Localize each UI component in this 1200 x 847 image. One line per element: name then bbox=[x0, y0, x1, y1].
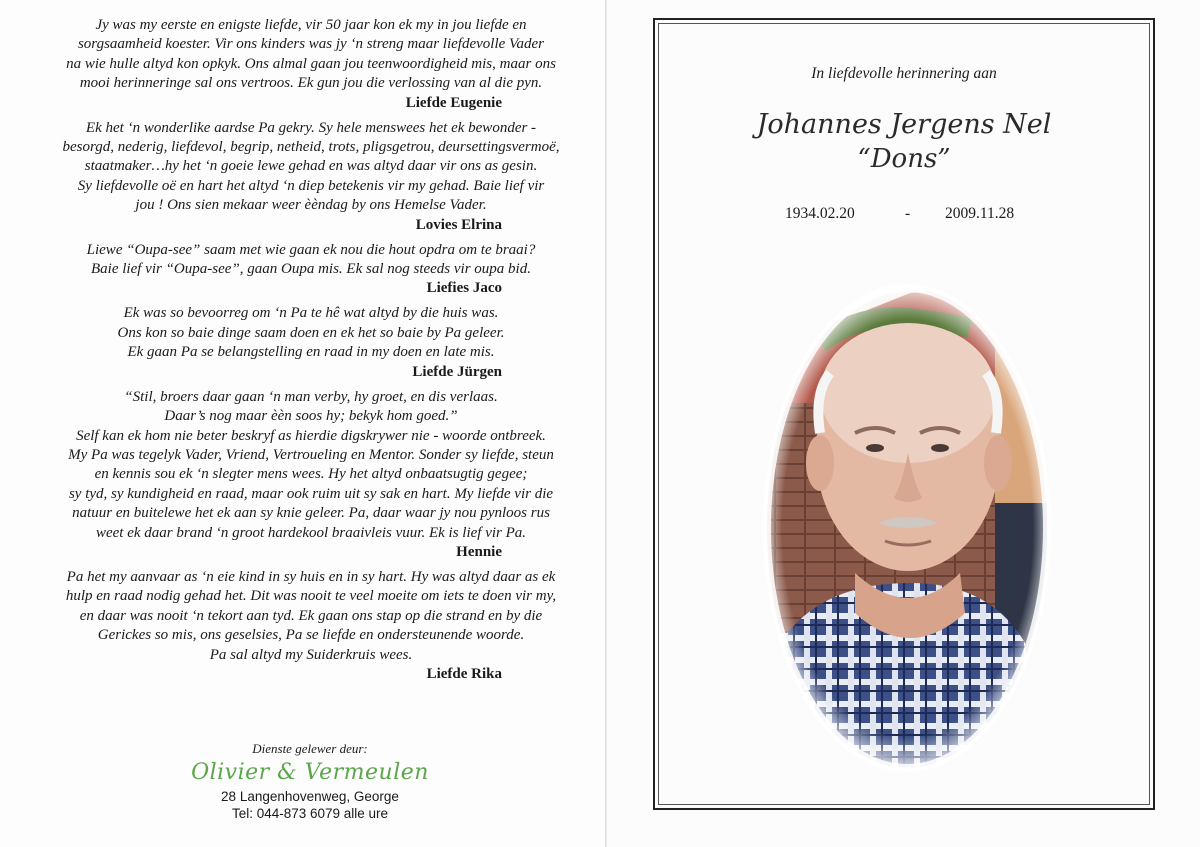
tribute-line: na wie hulle altyd kon opkyk. Ons almal gaan jou teenwoordigheid mis, maar ons bbox=[66, 55, 556, 72]
tribute-line: Ek het ‘n wonderlike aardse Pa gekry. Sy hele menswees het ek bewonder - bbox=[85, 119, 537, 136]
tribute-signature: Liefde Eugenie bbox=[405, 94, 502, 111]
tribute-block bbox=[22, 119, 600, 235]
tribute-line: Baie lief vir “Oupa-see”, gaan Oupa mis. Ek sal nog steeds vir oupa bid. bbox=[91, 261, 531, 278]
tribute-line: natuur en buitelewe het ek aan sy knie geleer. Pa, daar waar jy nou pynloos rus bbox=[72, 505, 550, 522]
cover-frame bbox=[653, 18, 1155, 810]
services-block bbox=[150, 740, 470, 822]
tribute-line: besorgd, nederig, liefdevol, begrip, netheid, trots, pligsgetrou, deursettingsvermoë, bbox=[62, 139, 560, 156]
company-address: 28 Langenhovenweg, George bbox=[221, 789, 399, 804]
tributes bbox=[22, 16, 600, 690]
tribute-line: Ek gaan Pa se belangstelling en raad in my doen en late mis. bbox=[127, 344, 495, 361]
intro-text: In liefdevolle herinnering aan bbox=[811, 65, 997, 82]
tribute-line: sy tyd, sy kundigheid en raad, maar ook ruim uit sy sak en hart. My liefde vir die bbox=[68, 485, 554, 502]
tribute-line: Ek was so bevoorreg om ‘n Pa te hê wat altyd by die huis was. bbox=[123, 305, 499, 322]
tribute-block bbox=[22, 568, 600, 684]
tribute-line: Daar’s nog maar èèn soos hy; bekyk hom goed.” bbox=[164, 408, 458, 425]
deceased-nickname: “Dons” bbox=[857, 144, 951, 174]
tribute-line: Pa sal altyd my Suiderkruis wees. bbox=[209, 646, 413, 663]
tribute-line: Jy was my eerste en enigste liefde, vir 50 jaar kon ek my in jou liefde en bbox=[95, 17, 527, 33]
tribute-line: jou ! Ons sien mekaar weer èèndag by ons Hemelse Vader. bbox=[135, 197, 487, 214]
tribute-signature: Liefies Jaco bbox=[426, 280, 502, 297]
tribute-block bbox=[22, 304, 600, 381]
tribute-line: staatmaker…hy het ‘n goeie lewe gehad en was altyd daar vir ons as gesin. bbox=[84, 158, 538, 175]
date-separator: - bbox=[905, 205, 911, 222]
services-label: Dienste gelewer deur: bbox=[252, 741, 368, 756]
tribute-line: weet ek daar brand ‘n groot hardekool braaivleis vuur. Ek is lief vir Pa. bbox=[95, 524, 527, 541]
tribute-line: Sy liefdevolle oë en hart het altyd ‘n diep betekenis vir my gehad. Baie lief vir bbox=[77, 177, 545, 194]
tribute-signature: Liefde Jürgen bbox=[412, 363, 502, 380]
portrait-photo bbox=[760, 283, 1055, 773]
deceased-name: Johannes Jergens Nel bbox=[756, 109, 1052, 140]
tribute-line: Pa het my aanvaar as ‘n eie kind in sy huis en in sy hart. Hy was altyd daar as ek bbox=[66, 568, 556, 585]
tribute-block bbox=[22, 16, 600, 113]
tribute-line: sorgsaamheid koester. Vir ons kinders was jy ‘n streng maar liefdevolle Vader bbox=[77, 36, 545, 53]
tribute-line: Ons kon so baie dinge saam doen en ek het so baie by Pa geleer. bbox=[117, 324, 505, 341]
tribute-line: Self kan ek hom nie beter beskryf as hierdie digskrywer nie - woorde ontbreek. bbox=[76, 427, 546, 444]
right-page bbox=[607, 0, 1200, 847]
tribute-block bbox=[22, 388, 600, 562]
tribute-line: “Stil, broers daar gaan ‘n man verby, hy groet, en dis verlaas. bbox=[124, 388, 498, 405]
tribute-line: mooi herinneringe sal ons vertroos. Ek gun jou die verlossing van al die pyn. bbox=[79, 75, 543, 92]
birth-date: 1934.02.20 bbox=[785, 205, 855, 222]
tribute-line: My Pa was tegelyk Vader, Vriend, Vertroueling en Mentor. Sonder sy liefde, steun bbox=[68, 446, 554, 463]
tribute-line: hulp en raad nodig gehad het. Dit was nooit te veel moeite om iets te doen vir my, bbox=[65, 588, 557, 605]
tribute-line: en kennis sou ek ‘n slegter mens wees. Hy het altyd onbaatsugtig gegee; bbox=[94, 466, 528, 483]
death-date: 2009.11.28 bbox=[945, 205, 1015, 222]
tribute-line: en daar was nooit ‘n tekort aan tyd. Ek gaan ons stap op die strand en by die bbox=[79, 607, 543, 624]
company-logo-text: Olivier & Vermeulen bbox=[191, 760, 429, 785]
tribute-line: Liewe “Oupa-see” saam met wie gaan ek nou die hout opdra om te braai? bbox=[86, 241, 536, 258]
tribute-signature: Lovies Elrina bbox=[415, 216, 502, 233]
company-phone: Tel: 044-873 6079 alle ure bbox=[231, 806, 389, 821]
tribute-signature: Hennie bbox=[456, 543, 502, 560]
tribute-block bbox=[22, 241, 600, 299]
tribute-line: Gerickes so mis, ons geselsies, Pa se liefde en ondersteunende woorde. bbox=[97, 627, 525, 644]
tribute-signature: Liefde Rika bbox=[426, 665, 502, 682]
